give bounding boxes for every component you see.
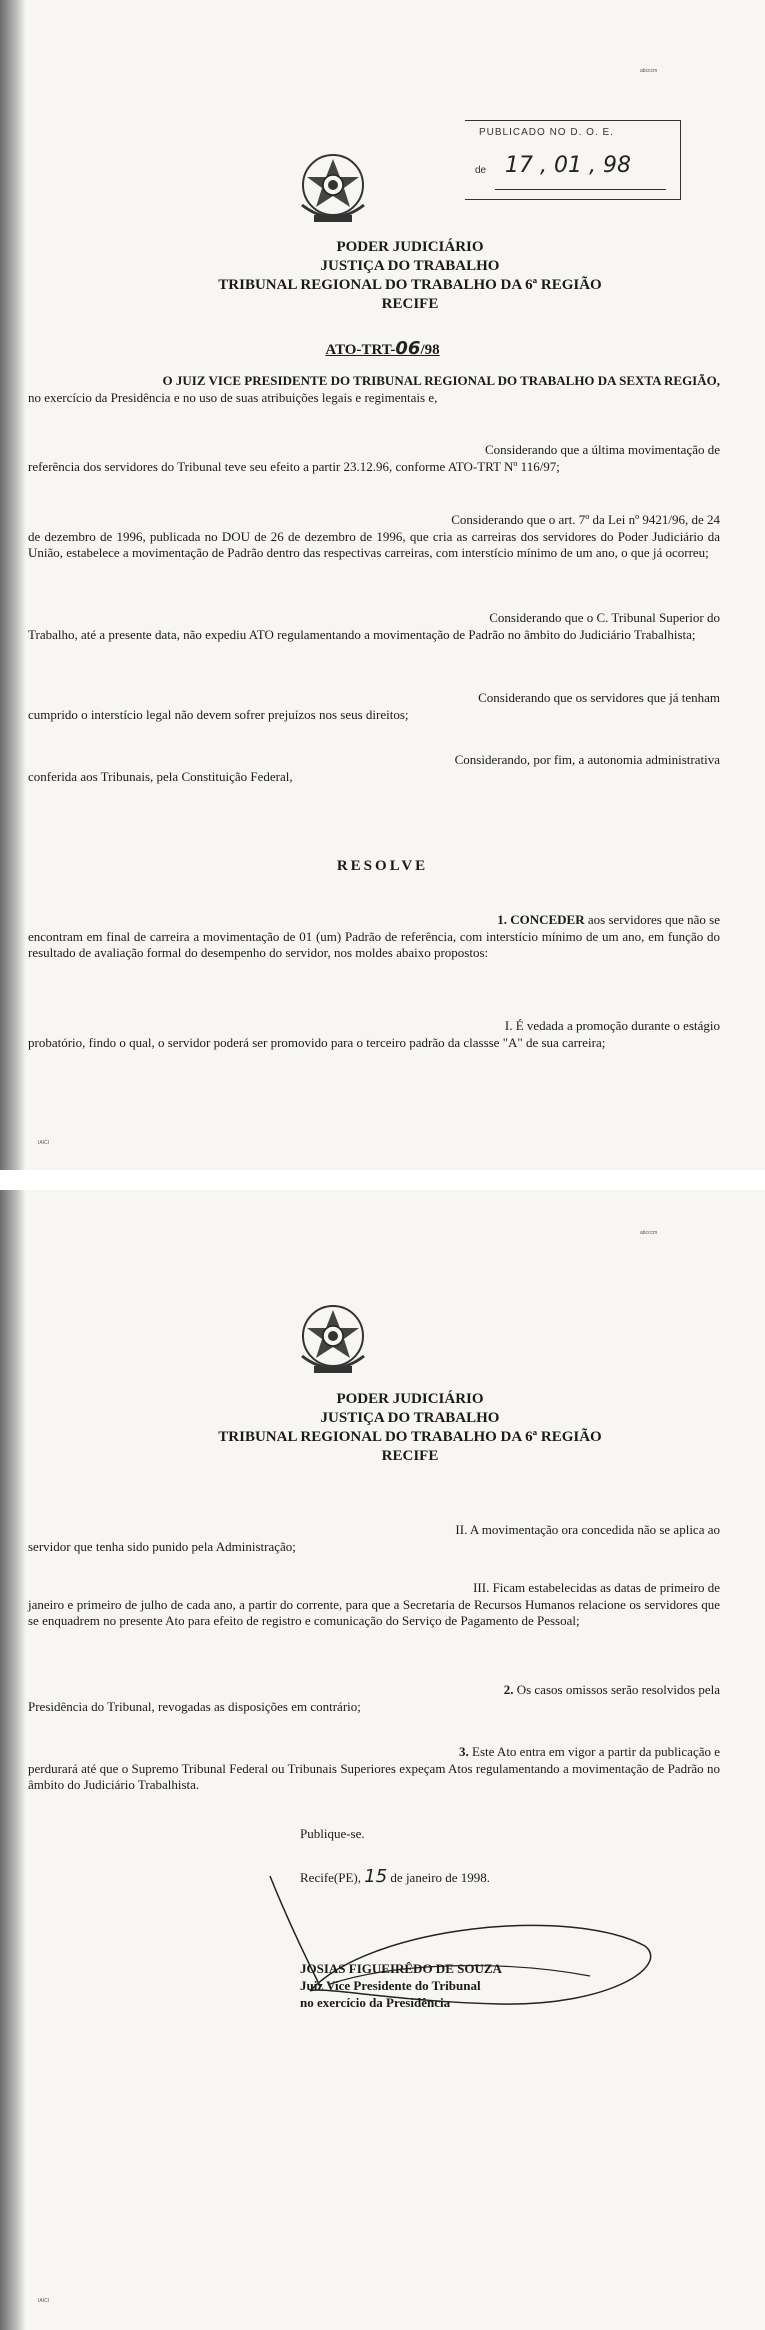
scan-shadow xyxy=(0,1190,26,2330)
act-handwritten-number: 06 xyxy=(395,338,421,359)
signature-block xyxy=(300,1960,502,2011)
act-prefix: ATO-TRT- xyxy=(325,342,396,358)
item-iii: III. Ficam estabelecidas as datas de primeiro de janeiro e primeiro de julho de cada ano, a partir do corrente, para que a Secretaria de Recursos Humanos relacione os servidores que se enquadrem no presente Ato para efeito de registro e comunicação do Serviço de Pagamento de Pessoal; xyxy=(28,1580,720,1628)
act-number xyxy=(0,338,765,359)
item-ii: II. A movimentação ora concedida não se aplica ao servidor que tenha sido punido pela Administração; xyxy=(28,1522,720,1554)
header-line-3: TRIBUNAL REGIONAL DO TRABALHO DA 6ª REGIÃO xyxy=(218,277,602,293)
considerando-5: Considerando, por fim, a autonomia administrativa conferida aos Tribunais, pela Constituição Federal, xyxy=(28,752,720,784)
signatory-title-2: no exercício da Presidência xyxy=(300,1995,451,2010)
page2-header xyxy=(60,1390,760,1466)
intro-rest: no exercício da Presidência e no uso de suas atribuições legais e regimentais e, xyxy=(28,389,438,405)
signatory-name: JOSIAS FIGUEIRÊDO DE SOUZA xyxy=(300,1961,502,1976)
header-line-1: PODER JUDICIÁRIO xyxy=(336,1391,484,1407)
corner-code: abcccm xyxy=(640,1230,658,1236)
header-line-1: PODER JUDICIÁRIO xyxy=(336,239,484,255)
considerando-4: Considerando que os servidores que já tenham cumprido o interstício legal não devem sofrer prejuízos nos seus direitos; xyxy=(28,690,720,722)
considerando-3: Considerando que o C. Tribunal Superior do Trabalho, até a presente data, não expediu ATO regulamentando a movimentação de Padrão no âmbito do Judiciário Trabalhista; xyxy=(28,610,720,642)
item-1: 1. CONCEDER aos servidores que não se encontram em final de carreira a movimentação de 01 (um) Padrão de referência, com interstício mínimo de um ano, em função do resultado de avaliação formal do desempenho do servidor, nos moldes abaixo propostos: xyxy=(28,912,720,960)
scan-shadow xyxy=(0,0,26,1170)
page1-header xyxy=(60,238,760,314)
act-suffix: /98 xyxy=(420,342,440,358)
header-line-2: JUSTIÇA DO TRABALHO xyxy=(320,258,500,274)
item-2: 2. Os casos omissos serão resolvidos pela Presidência do Tribunal, revogadas as disposições em contrário; xyxy=(28,1682,720,1714)
footer-code: IAICI xyxy=(38,1140,50,1146)
closing-publique-se: Publique-se. xyxy=(300,1826,365,1841)
signatory-title-1: Juiz Vice Presidente do Tribunal xyxy=(300,1978,481,1993)
stamp-title: PUBLICADO NO D. O. E. xyxy=(479,127,614,138)
coat-of-arms-emblem xyxy=(290,1296,376,1382)
item-3: 3. Este Ato entra em vigor a partir da publicação e perdurará até que o Supremo Tribunal Federal ou Tribunais Superiores expeçam Atos regulamentando a movimentação de Padrão no âmbito do Judiciário Trabalhista. xyxy=(28,1744,720,1792)
header-line-3: TRIBUNAL REGIONAL DO TRABALHO DA 6ª REGIÃO xyxy=(218,1429,602,1445)
resolve-heading: RESOLVE xyxy=(336,858,429,874)
footer-code: IAICI xyxy=(38,2298,50,2304)
considerando-2: Considerando que o art. 7º da Lei nº 9421/96, de 24 de dezembro de 1996, publicada no DOU de 26 de dezembro de 1996, que cria as carreiras dos servidores do Poder Judiciário da União, estabelece a movimentação de Padrão dentro das respectivas carreiras, com interstício mínimo de um ano, o que já ocorreu; xyxy=(28,512,720,560)
header-line-4: RECIFE xyxy=(381,1448,439,1464)
intro-paragraph xyxy=(28,373,720,406)
header-line-2: JUSTIÇA DO TRABALHO xyxy=(320,1410,500,1426)
place-date: Recife(PE), 15 de janeiro de 1998. xyxy=(300,1866,491,1887)
item-1-i: I. É vedada a promoção durante o estágio probatório, findo o qual, o servidor poderá ser promovido para o terceiro padrão da classse "A" de sua carreira; xyxy=(28,1018,720,1050)
handwritten-day: 15 xyxy=(364,1866,388,1887)
considerando-1: Considerando que a última movimentação de referência dos servidores do Tribunal teve seu efeito a partir 23.12.96, conforme ATO-TRT Nº 116/97; xyxy=(28,442,720,474)
coat-of-arms-emblem xyxy=(290,145,376,231)
document-page-2 xyxy=(0,1190,765,2330)
header-line-4: RECIFE xyxy=(381,296,439,312)
corner-code: abcccm xyxy=(640,68,658,74)
stamp-date-prefix: de xyxy=(475,165,487,176)
publication-stamp xyxy=(465,120,681,200)
stamp-date-handwritten: 17 , 01 , 98 xyxy=(505,153,631,178)
intro-bold: O JUIZ VICE PRESIDENTE DO TRIBUNAL REGIONAL DO TRABALHO DA SEXTA REGIÃO, xyxy=(162,373,720,388)
